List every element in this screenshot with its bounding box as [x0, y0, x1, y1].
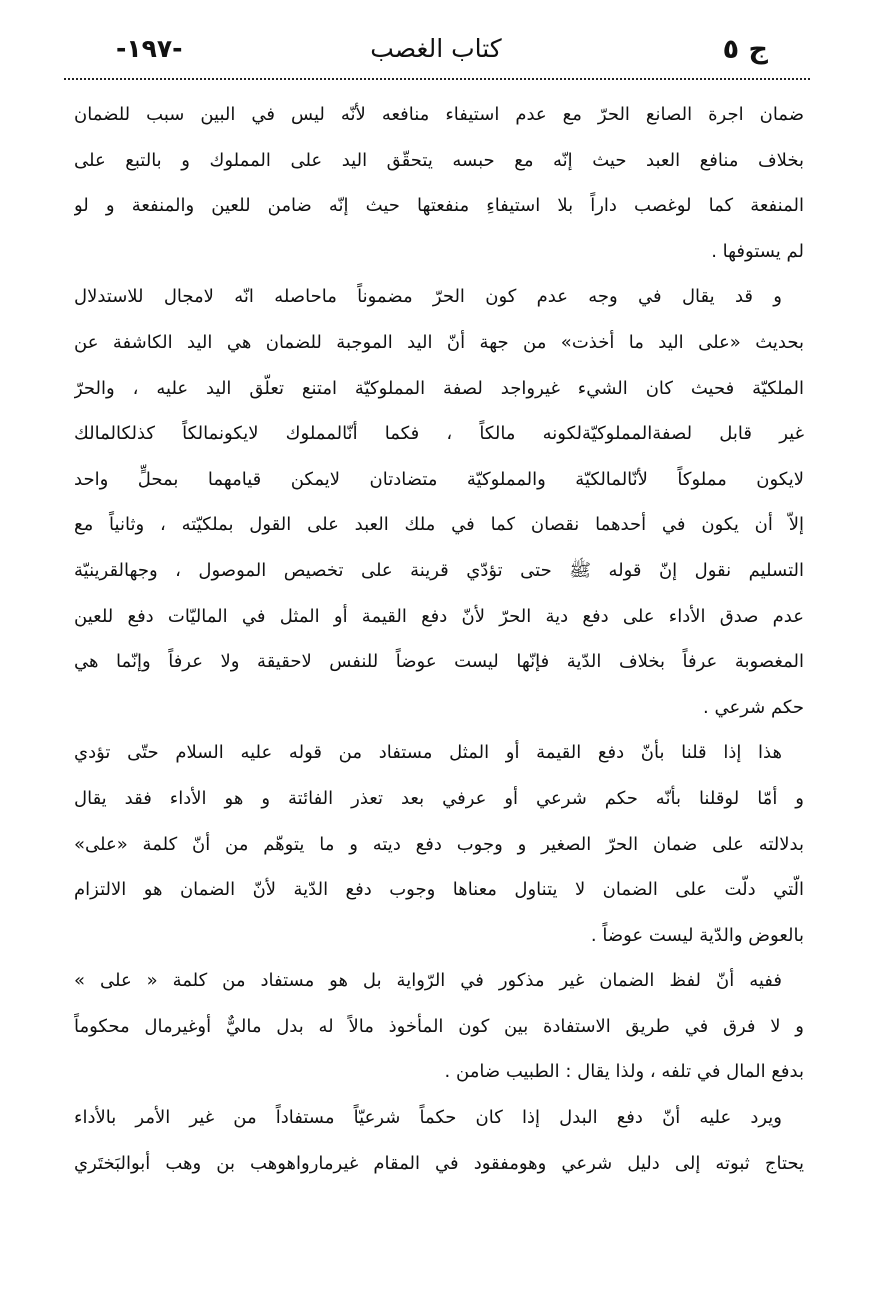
text-line: بحديث «على اليد ما أخذت» من جهة أنّ اليد الموجبة للضمان هي اليد الكاشفة عن	[74, 331, 804, 353]
text-line: بالعوض والدّية ليست عوضاً .	[590, 924, 804, 946]
text-line: و لا فرق في طريق الاستفادة بين كون المأخوذ مالاً له بدل ماليٌّ أوغيرمال محكوماً	[74, 1015, 804, 1037]
text-line: و قد يقال في وجه عدم كون الحرّ مضموناً ماحاصله انّه لامجال للاستدلال	[74, 286, 782, 308]
text-line: الّتي دلّت على الضمان لا يتناول معناها وجوب دفع الدّية لأنّ الضمان هو الالتزام	[74, 879, 804, 901]
book-title: كتاب الغصب	[370, 34, 502, 63]
header-divider	[64, 78, 810, 80]
text-line: إلاّ أن يكون في أحدهما نقصان كما في ملك العبد على القول بملكيّته ، وثانياً مع	[74, 514, 804, 536]
text-line: يحتاج ثبوته إلى دليل شرعي وهومفقود في المقام غيرمارواهوهب بن وهب أبوالبَختَري	[74, 1152, 804, 1174]
text-line: التسليم نقول إنّ قوله ﷺ حتى تؤدّي قرينة على تخصيص الموصول ، وجهالقرينيّة	[74, 559, 804, 581]
text-line: لايكون مملوكاً لأنّالمالكيّة والمملوكيّة متضادتان لايمكن قيامهما بمحلٍّ واحد	[74, 468, 804, 490]
text-line: عدم صدق الأداء على دفع دية الحرّ لأنّ دفع القيمة أو المثل في الماليّات دفع للعين	[74, 605, 804, 627]
text-line: و أمّا لوقلنا بأنّه حكم شرعي أو عرفي بعد تعذر الفائتة و هو الأداء فقد يقال	[74, 787, 804, 809]
text-line: المنفعة كما لوغصب داراً بلا استيفاءِ منفعتها حيث إنّه ضامن للعين والمنفعة و لو	[74, 195, 804, 217]
text-line: ففيه أنّ لفظ الضمان غير مذكور في الرّواية بل هو مستفاد من كلمة « على »	[74, 970, 782, 992]
body-text	[74, 92, 804, 1186]
text-line: لم يستوفها .	[711, 240, 804, 262]
text-line: ضمان اجرة الصانع الحرّ مع عدم استيفاء منافعه لأنّه ليس في البين سبب للضمان	[74, 104, 804, 125]
text-line: هذا إذا قلنا بأنّ دفع القيمة أو المثل مستفاد من قوله عليه السلام حتّى تؤدي	[74, 742, 782, 764]
volume-label: ج ٥	[722, 34, 768, 65]
text-line: بدلالته على ضمان الحرّ الصغير و وجوب دفع ديته و ما يتوهّم من أنّ كلمة «على»	[74, 833, 804, 855]
page-number: -١٩٧-	[116, 34, 183, 63]
text-line: بخلاف منافع العبد حيث إنّه مع حبسه يتحقّق اليد على المملوك و بالتبع على	[74, 149, 804, 171]
text-line: ويرد عليه أنّ دفع البدل إذا كان حكماً شرعيّاً مستفاداً من غير الأمر بالأداء	[74, 1107, 782, 1129]
text-line: حكم شرعي .	[703, 696, 804, 718]
text-line: بدفع المال في تلفه ، ولذا يقال : الطبيب ضامن .	[444, 1061, 804, 1083]
page-header	[64, 28, 808, 74]
text-line: الملكيّة فحيث كان الشيء غيرواجد لصفة المملوكيّة امتنع تعلّق اليد عليه ، والحرّ	[74, 377, 804, 399]
text-line: المغصوبة عرفاً بخلاف الدّية فإنّها ليست عوضاً للنفس لاحقيقة ولا عرفاً وإنّما هي	[74, 651, 804, 673]
text-line: غير قابل لصفةالمملوكيّةلكونه مالكاً ، فكما أنّالمملوك لايكونمالكاً كذلكالمالك	[74, 423, 804, 445]
